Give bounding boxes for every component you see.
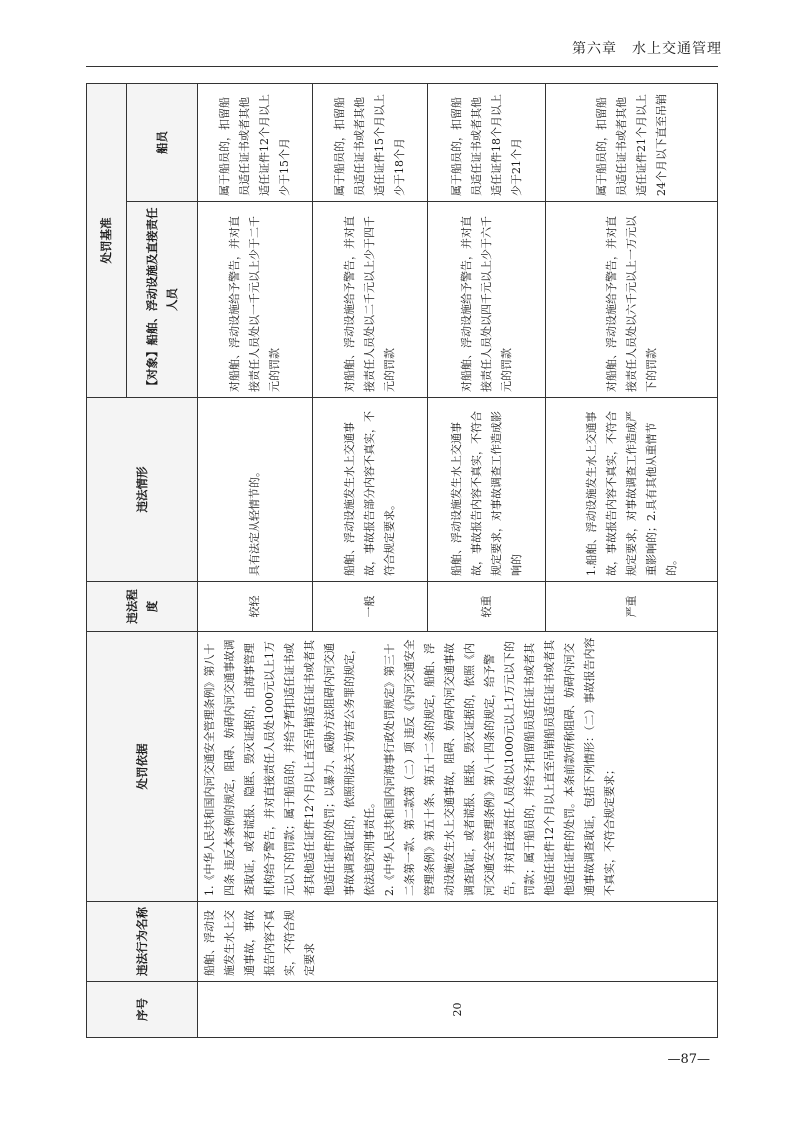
vessel-penalty-cell: 对船舶、浮动设施给予警告，并对直接责任人员处以六千元以上一万元以下的罚款 <box>546 202 718 398</box>
header-basis: 处罚依据 <box>87 632 198 902</box>
crew-penalty-cell: 属于船员的，扣留船员适任证书或者其他适任证件12个月以上少于15个月 <box>198 84 313 202</box>
vessel-penalty-cell: 对船舶、浮动设施给予警告，并对直接责任人员处以二千元以上少于四千元的罚款 <box>313 202 428 398</box>
situation-cell: 1.船舶、浮动设施发生水上交通事故，事故报告内容不真实，不符合规定要求，对事故调查工作造成严重影响的；2.具有其他从重情节的。 <box>546 398 718 582</box>
act-name-cell: 船舶、浮动设施发生水上交通事故，事故报告内容不真实，不符合规定要求 <box>198 902 718 982</box>
row-number: 20 <box>198 982 718 1038</box>
page-number: —87— <box>667 1052 710 1067</box>
rotated-table-area <box>86 84 718 1038</box>
degree-cell: 严重 <box>546 582 718 632</box>
situation-cell: 具有法定从轻情节的。 <box>198 398 313 582</box>
crew-penalty-cell: 属于船员的，扣留船员适任证书或者其他适任证件21个月以上24个月以下直至吊销 <box>546 84 718 202</box>
header-standard: 处罚基准 <box>87 84 127 398</box>
header-row-1 <box>87 84 127 1038</box>
header-rule <box>86 66 718 67</box>
crew-penalty-cell: 属于船员的，扣留船员适任证书或者其他适任证件15个月以上少于18个月 <box>313 84 428 202</box>
table-row-1 <box>198 84 313 1038</box>
header-target-vessel: 【对象】船舶、浮动设施及直接责任人员 <box>126 202 197 398</box>
crew-penalty-cell: 属于船员的，扣留船员适任证书或者其他适任证件18个月以上少于21个月 <box>428 84 546 202</box>
basis-item-1: 1.《中华人民共和国内河交通安全管理条例》第八十四条 违反本条例的规定，阻碍、妨碍内河交通事故调查取证，或者谎报、隐匿、毁灭证据的，由海事管理机构给予警告，并对直接责任人员处1000元以上1万元以下的罚款；属于船员的，并给予暂扣适任证书或者其他适任证件12个月以上直至吊销适任证书或者其他适任证件的处罚；以暴力、威胁方法阻碍内河交通事故调查取证的，依照刑法关于妨害公务罪的规定，依法追究刑事责任。 <box>203 639 376 896</box>
situation-cell: 船舶、浮动设施发生水上交通事故，事故报告部分内容不真实，不符合规定要求。 <box>313 398 428 582</box>
header-target-crew: 船员 <box>126 84 197 202</box>
rotated-table <box>86 84 718 1038</box>
header-degree: 违法程度 <box>87 582 198 632</box>
basis-item-2: 2.《中华人民共和国内河海事行政处罚规定》第三十二条第一款、第二款第（二）项 违反《内河交通安全管理条例》第五十条、第五十二条的规定，船舶、浮动设施发生水上交通事故，阻碍、妨碍内河交通事故调查取证，或者谎报、匿报、毁灭证据的，依照《内河交通安全管理条例》第八十四条的规定，给予警告，并对直接责任人员处以1000元以上1万元以下的罚款；属于船员的，并给予扣留船员适任证书或者其他适任证件12个月以上直至吊销船员适任证书或者其他适任证件的处罚。本条前款所称阻碍、妨碍内河交通事故调查取证，包括下列情形：（二）事故报告内容不真实，不符合规定要求； <box>383 637 616 896</box>
vessel-penalty-cell: 对船舶、浮动设施给予警告，并对直接责任人员处以四千元以上少于六千元的罚款 <box>428 202 546 398</box>
penalty-table <box>86 83 718 1038</box>
header-situation: 违法情形 <box>87 398 198 582</box>
degree-cell: 较重 <box>428 582 546 632</box>
degree-cell: 较轻 <box>198 582 313 632</box>
degree-cell: 一般 <box>313 582 428 632</box>
basis-cell <box>198 632 718 902</box>
chapter-header: 第六章 水上交通管理 <box>572 41 722 57</box>
header-act-name: 违法行为名称 <box>87 902 198 982</box>
vessel-penalty-cell: 对船舶、浮动设施给予警告，并对直接责任人员处以一千元以上少于二千元的罚款 <box>198 202 313 398</box>
situation-cell: 船舶、浮动设施发生水上交通事故，事故报告内容不真实，不符合规定要求，对事故调查工作造成影响的 <box>428 398 546 582</box>
header-no: 序号 <box>87 982 198 1038</box>
